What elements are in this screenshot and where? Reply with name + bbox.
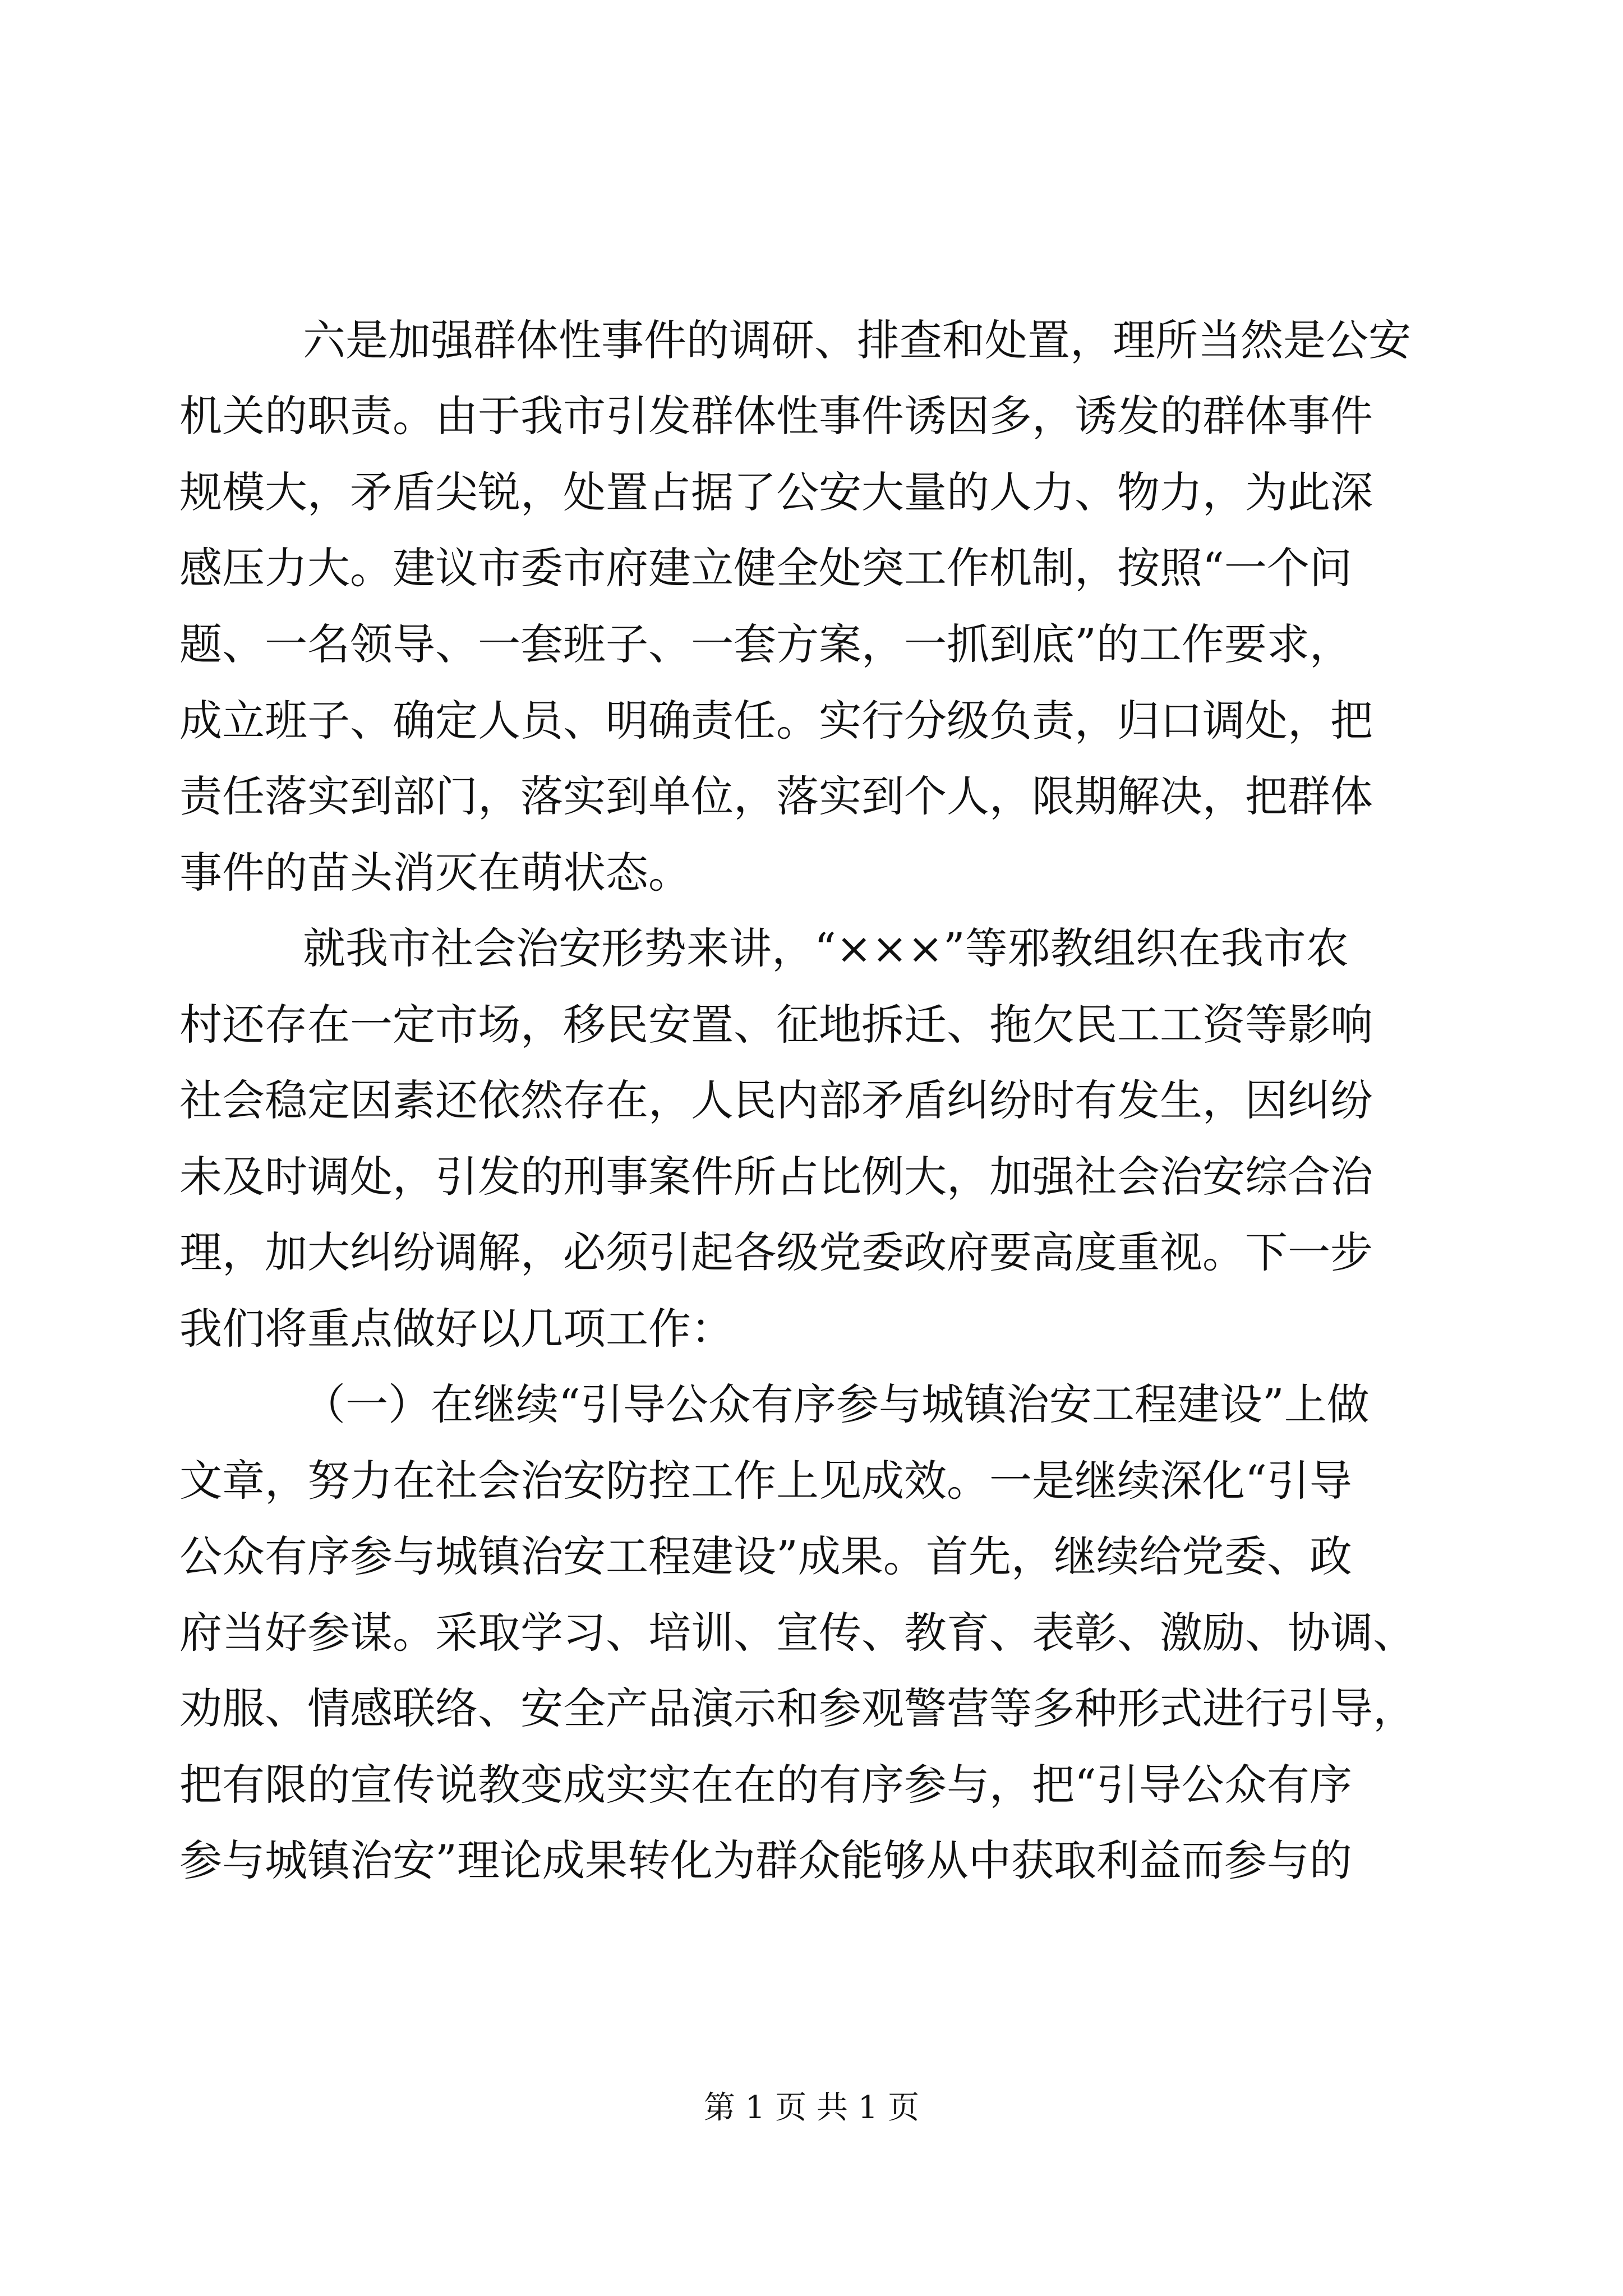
paragraph-line: 题、一名领导、一套班子、一套方案，一抓到底”的工作要求，	[179, 619, 1352, 669]
paragraph-line: 劝服、情感联络、安全产品演示和参观警营等多种形式进行引导，	[179, 1683, 1415, 1733]
paragraph-line: 规模大，矛盾尖锐，处置占据了公安大量的人力、物力，为此深	[179, 467, 1373, 517]
paragraph-line: 责任落实到部门，落实到单位，落实到个人，限期解决，把群体	[179, 771, 1373, 821]
paragraph-line: 社会稳定因素还依然存在，人民内部矛盾纠纷时有发生，因纠纷	[179, 1075, 1373, 1125]
paragraph-line: 事件的苗头消灭在萌状态。	[179, 848, 691, 898]
paragraph-line: 就我市社会治安形势来讲，“×××”等邪教组织在我市农	[303, 923, 1349, 973]
paragraph-line: 感压力大。建议市委市府建立健全处突工作机制，按照“一个问	[179, 543, 1352, 593]
paragraph-line: 府当好参谋。采取学习、培训、宣传、教育、表彰、激励、协调、	[179, 1608, 1415, 1658]
paragraph-line: 机关的职责。由于我市引发群体性事件诱因多，诱发的群体事件	[179, 391, 1373, 441]
paragraph-line: 参与城镇治安”理论成果转化为群众能够从中获取利益而参与的	[179, 1835, 1352, 1885]
paragraph-line: 村还存在一定市场，移民安置、征地拆迁、拖欠民工工资等影响	[179, 1000, 1373, 1050]
paragraph-line: 成立班子、确定人员、明确责任。实行分级负责，归口调处，把	[179, 696, 1373, 746]
page-number-footer: 第 1 页 共 1 页	[703, 2090, 920, 2126]
paragraph-line: 把有限的宣传说教变成实实在在的有序参与，把“引导公众有序	[179, 1760, 1352, 1810]
paragraph-line: （一）在继续“引导公众有序参与城镇治安工程建设”上做	[303, 1379, 1370, 1429]
paragraph-line: 未及时调处，引发的刑事案件所占比例大，加强社会治安综合治	[179, 1152, 1373, 1202]
paragraph-line: 我们将重点做好以几项工作：	[179, 1304, 734, 1354]
paragraph-line: 文章，努力在社会治安防控工作上见成效。一是继续深化“引导	[179, 1456, 1352, 1506]
paragraph-line: 公众有序参与城镇治安工程建设”成果。首先，继续给党委、政	[179, 1531, 1352, 1581]
paragraph-line: 理，加大纠纷调解，必须引起各级党委政府要高度重视。下一步	[179, 1227, 1373, 1277]
paragraph-line: 六是加强群体性事件的调研、排查和处置，理所当然是公安	[303, 315, 1411, 365]
